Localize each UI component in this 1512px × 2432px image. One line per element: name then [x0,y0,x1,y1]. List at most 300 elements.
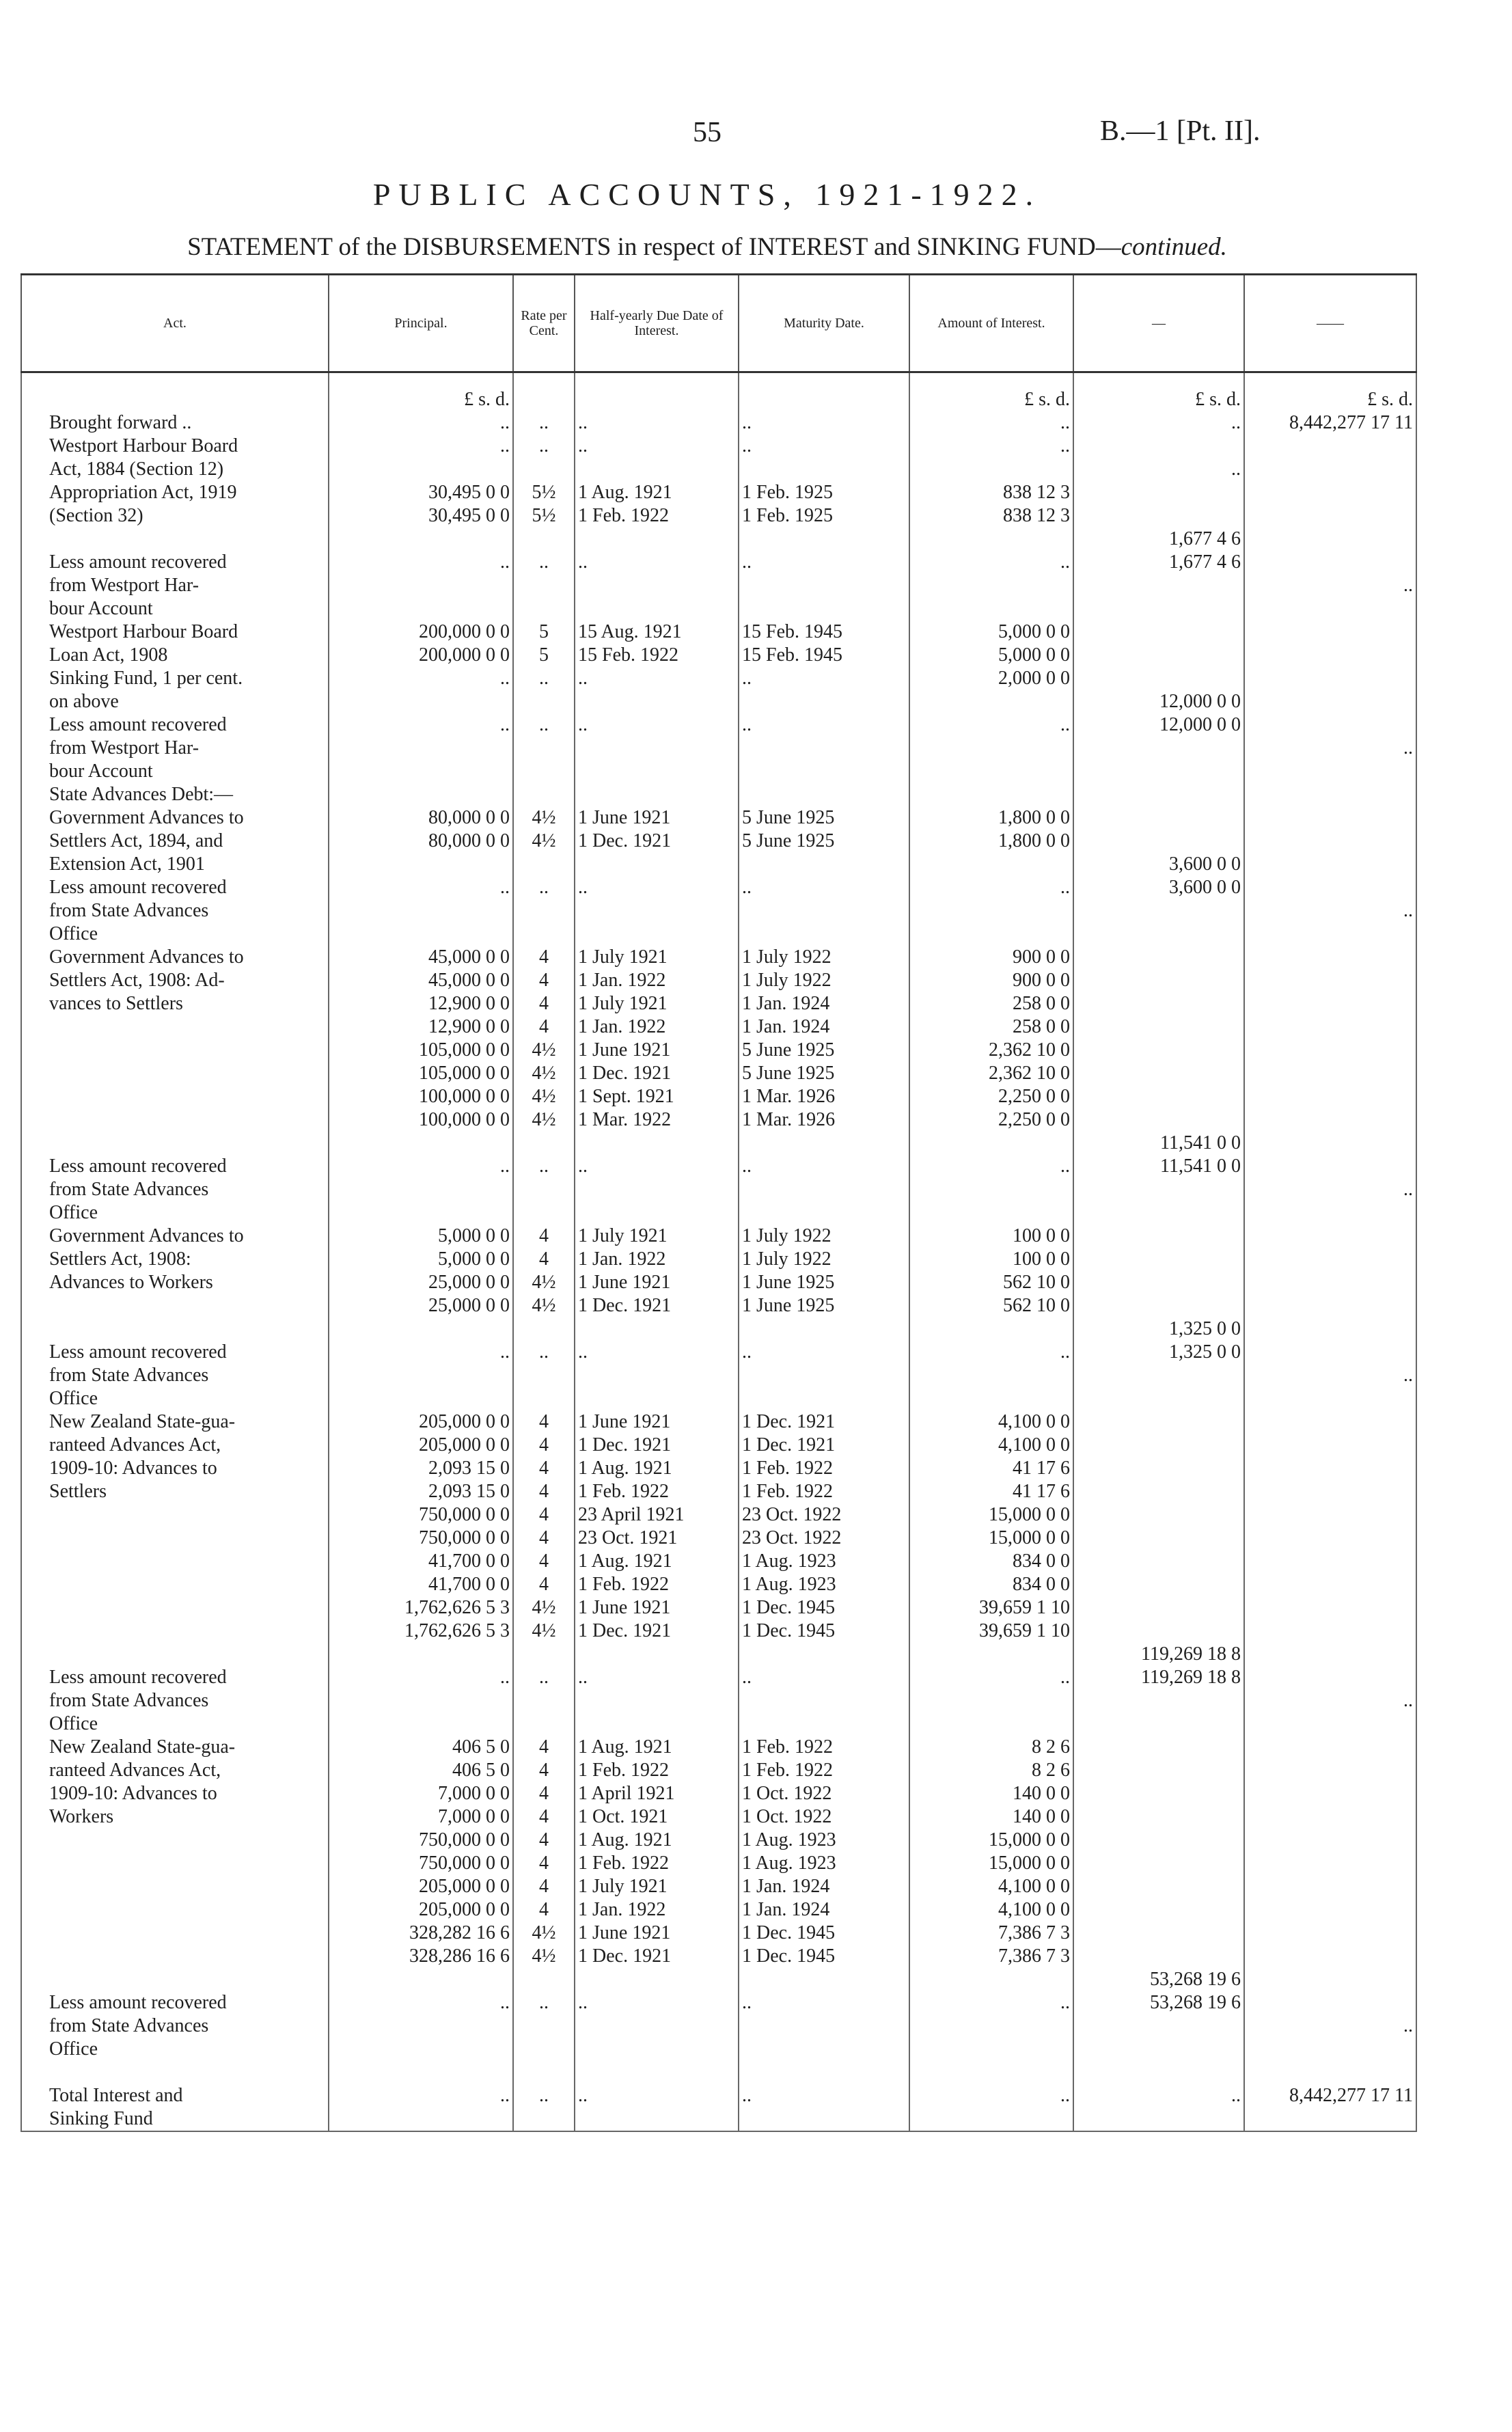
row-due-date [575,713,739,783]
row-act [21,1225,329,1341]
row-due-date-line: 1 Aug. 1921 [578,1736,672,1758]
row-principal-line: 25,000 0 0 [428,1295,510,1316]
row-maturity-date [739,876,909,946]
row-principal-line: .. [500,714,510,735]
row-subtotal-line: 12,000 0 0 [1159,691,1241,712]
header-subtotal: — [1073,275,1244,372]
row-maturity-date-line: .. [742,714,752,735]
row-due-date-line: 1 Jan. 1922 [578,970,666,991]
row-subtotal-line [1077,1527,1241,1550]
table-row [21,806,1416,876]
row-act-line: bour Account [49,761,153,782]
row-total-line: .. [1403,1365,1413,1386]
row-total-line: 8,442,277 17 11 [1289,2085,1413,2106]
row-maturity-date-line: 15 Feb. 1945 [742,644,842,666]
row-amount-line: 838 12 3 [1003,505,1070,526]
table-row [21,1410,1416,1666]
row-amount-line: 8 2 6 [1032,1760,1070,1781]
row-due-date-line: 1 Dec. 1921 [578,830,672,851]
row-principal-line: .. [500,551,510,573]
row-principal [329,946,513,1155]
row-subtotal-line [1077,1875,1241,1898]
row-subtotal [1073,1155,1244,1225]
row-due-date-line: 1 Aug. 1921 [578,482,672,503]
row-total-line: .. [1403,575,1413,596]
row-amount-line: 41 17 6 [1013,1481,1070,1502]
row-rate [513,435,575,551]
row-act-line: Office [49,2038,98,2060]
row-amount-line: 834 0 0 [1013,1574,1070,1595]
row-principal [329,806,513,876]
row-maturity-date-line: 1 Aug. 1923 [742,1574,836,1595]
row-act-line: Less amount recovered [49,551,227,573]
row-act-line: Less amount recovered [49,1341,227,1363]
row-maturity-date [739,783,909,806]
row-act-line: Westport Harbour Board [49,621,238,642]
row-act-line: Office [49,923,98,944]
row-rate-line: 4½ [532,1597,556,1618]
row-subtotal-line: 12,000 0 0 [1159,714,1241,735]
row-total-line [1248,1155,1413,1178]
row-principal [329,411,513,435]
row-amount-line: .. [1060,1667,1070,1688]
row-rate-line: 4½ [532,1109,556,1130]
row-rate-line: 4 [539,1458,549,1479]
row-subtotal-line [1077,1596,1241,1620]
row-subtotal-line: 53,268 19 6 [1150,1969,1241,1990]
row-principal-line: 5,000 0 0 [438,1225,510,1246]
row-rate-line: 4½ [532,1086,556,1107]
row-principal-line: 12,900 0 0 [428,993,510,1014]
row-act-line: Act, 1884 (Section 12) [49,459,224,480]
row-rate-line: .. [539,714,549,735]
row-due-date-line: 1 July 1921 [578,1876,668,1897]
table-row [21,1736,1416,1991]
row-maturity-date [739,2084,909,2131]
row-subtotal-line [1077,1039,1241,1062]
row-principal [329,435,513,551]
row-maturity-date-line: 1 Oct. 1922 [742,1806,832,1827]
row-maturity-date-line: 1 Oct. 1922 [742,1783,832,1804]
row-subtotal-line: .. [1231,459,1241,480]
table-row [21,551,1416,620]
row-maturity-date-line: 1 Dec. 1945 [742,1922,836,1943]
row-total-line: .. [1403,737,1413,759]
row-amount-line: 1,800 0 0 [998,830,1070,851]
row-principal-line: 12,900 0 0 [428,1016,510,1037]
row-act [21,551,329,620]
row-act-line: Less amount recovered [49,1992,227,2013]
row-rate-line: 4 [539,1574,549,1595]
row-due-date-line: .. [578,551,588,573]
row-rate-line: 4 [539,1411,549,1432]
row-amount-line: 100 0 0 [1013,1248,1070,1270]
row-total [1244,1225,1416,1341]
row-maturity-date [739,551,909,620]
row-act-line: Loan Act, 1908 [49,644,168,666]
row-rate [513,1991,575,2084]
row-act-line: from Westport Har- [49,575,200,596]
units-due [575,372,739,412]
row-maturity-date [739,620,909,713]
row-act-line: from State Advances [49,2015,209,2036]
row-maturity-date-line: .. [742,412,752,433]
row-principal-line: 2,093 15 0 [428,1458,510,1479]
row-due-date-line: 1 July 1921 [578,946,668,968]
row-subtotal-line [1077,1015,1241,1039]
row-total [1244,1991,1416,2084]
row-principal-line: 406 5 0 [452,1760,510,1781]
row-total [1244,1410,1416,1666]
row-principal [329,1225,513,1341]
row-total [1244,551,1416,620]
row-rate-line: 4 [539,1899,549,1920]
row-amount-line: 4,100 0 0 [998,1411,1070,1432]
row-maturity-date-line: .. [742,1667,752,1688]
row-due-date-line: 1 Feb. 1922 [578,1853,669,1874]
row-due-date [575,946,739,1155]
row-rate-line: 4½ [532,830,556,851]
row-act-line: Sinking Fund, 1 per cent. [49,668,243,689]
row-principal-line: .. [500,1341,510,1363]
row-amount-line: 834 0 0 [1013,1550,1070,1572]
row-rate-line: 4 [539,970,549,991]
row-maturity-date-line: 1 July 1922 [742,946,831,968]
row-amount-line: 2,250 0 0 [998,1109,1070,1130]
row-maturity-date-line: 1 Aug. 1923 [742,1550,836,1572]
row-maturity-date-line: 1 Feb. 1925 [742,505,833,526]
row-subtotal-line [1077,481,1241,504]
row-rate-line: 4 [539,1016,549,1037]
row-principal-line: 750,000 0 0 [419,1853,510,1874]
row-maturity-date-line [742,458,906,481]
row-maturity-date-line: 1 Aug. 1923 [742,1853,836,1874]
row-total-line [1248,1991,1413,2014]
row-act-line: (Section 32) [49,505,143,526]
row-subtotal [1073,946,1244,1155]
row-act-line: Extension Act, 1901 [49,853,205,875]
row-due-date-line: 1 Aug. 1921 [578,1550,672,1572]
row-amount [909,1410,1073,1666]
row-principal-line: 41,700 0 0 [428,1550,510,1572]
row-maturity-date-line: 5 June 1925 [742,1063,835,1084]
units-subtotal: £ s. d. [1073,372,1244,412]
row-due-date-line: 1 Dec. 1921 [578,1063,672,1084]
row-rate-line: 4 [539,1806,549,1827]
table-row [21,2084,1416,2131]
row-principal [329,1736,513,1991]
row-total [1244,876,1416,946]
row-rate-line: 4 [539,1434,549,1456]
row-maturity-date-line: 1 Jan. 1924 [742,1016,830,1037]
row-amount [909,435,1073,551]
row-principal [329,1410,513,1666]
row-principal-line: .. [500,1667,510,1688]
row-subtotal-line [1077,1805,1241,1829]
row-principal-line: 45,000 0 0 [428,946,510,968]
row-rate-line: 4½ [532,1272,556,1293]
row-total [1244,1666,1416,1736]
row-amount [909,1225,1073,1341]
row-maturity-date-line: 1 July 1922 [742,970,831,991]
row-maturity-date-line: .. [742,2085,752,2106]
row-amount-line: 7,386 7 3 [998,1922,1070,1943]
row-principal-line: .. [500,1992,510,2013]
row-maturity-date-line: 1 Feb. 1922 [742,1760,833,1781]
row-maturity-date-line: 1 Dec. 1921 [742,1411,836,1432]
row-due-date-line: 1 July 1921 [578,1225,668,1246]
row-rate-line: 4½ [532,1945,556,1967]
row-act-line: Government Advances to [49,946,244,968]
row-due-date-line: 15 Aug. 1921 [578,621,682,642]
row-rate-line: .. [539,435,549,456]
row-amount [909,1736,1073,1991]
row-subtotal-line: 11,541 0 0 [1160,1156,1241,1177]
row-amount-line: 2,000 0 0 [998,668,1070,689]
row-rate-line: .. [539,551,549,573]
row-act-line: Less amount recovered [49,877,227,898]
row-rate-line: 4 [539,1527,549,1548]
row-due-date-line: 1 June 1921 [578,1922,671,1943]
row-amount-line: .. [1060,435,1070,456]
row-subtotal-line [1077,1410,1241,1434]
row-rate-line: .. [539,2085,549,2106]
row-principal [329,620,513,713]
row-due-date [575,1736,739,1991]
row-amount-line: 7,386 7 3 [998,1945,1070,1967]
row-act [21,1155,329,1225]
row-total-line [1248,551,1413,574]
row-subtotal [1073,620,1244,713]
row-act-line: from State Advances [49,900,209,921]
row-maturity-date-line: .. [742,551,752,573]
row-maturity-date-line: 1 Jan. 1924 [742,1876,830,1897]
row-maturity-date-line: 1 Jan. 1924 [742,1899,830,1920]
row-due-date-line: .. [578,1341,588,1363]
row-subtotal-line: 119,269 18 8 [1141,1643,1241,1665]
row-rate-line: 4½ [532,1063,556,1084]
row-maturity-date-line: 1 Dec. 1945 [742,1945,836,1967]
row-amount-line: 15,000 0 0 [989,1829,1070,1850]
row-subtotal [1073,806,1244,876]
row-act-line: Total Interest and [49,2085,183,2106]
row-rate-line: 4 [539,1829,549,1850]
row-total-line: .. [1403,1179,1413,1200]
row-due-date-line: 1 Aug. 1921 [578,1829,672,1850]
row-due-date-line: 1 Jan. 1922 [578,1016,666,1037]
row-total [1244,435,1416,551]
document-reference: B.—1 [Pt. II]. [1100,115,1261,147]
row-total-line: .. [1403,2015,1413,2036]
row-due-date [575,783,739,806]
table-row [21,946,1416,1155]
row-total [1244,411,1416,435]
row-act-line: Office [49,1713,98,1734]
row-due-date-line: .. [578,1156,588,1177]
row-rate-line: 4 [539,1876,549,1897]
row-rate [513,1410,575,1666]
units-maturity [739,372,909,412]
header-principal: Principal. [329,275,513,372]
table-row [21,435,1416,551]
row-maturity-date-line: 1 Mar. 1926 [742,1109,836,1130]
row-rate-line: 4½ [532,1620,556,1641]
row-due-date-line: 1 June 1921 [578,1597,671,1618]
row-due-date-line: 1 Jan. 1922 [578,1248,666,1270]
row-maturity-date-line: .. [742,877,752,898]
row-principal-line: .. [500,435,510,456]
row-total-line [1248,713,1413,737]
row-rate-line: 4 [539,993,549,1014]
row-rate-line: 4 [539,1248,549,1270]
row-subtotal-line [1077,504,1241,528]
row-act-line: Settlers Act, 1908: Ad- [49,970,225,991]
row-subtotal [1073,2084,1244,2131]
table-row [21,411,1416,435]
row-subtotal [1073,435,1244,551]
row-maturity-date-line: .. [742,1992,752,2013]
row-maturity-date-line: 5 June 1925 [742,1039,835,1061]
row-principal [329,551,513,620]
row-amount-line: 15,000 0 0 [989,1504,1070,1525]
row-rate-line: 4 [539,946,549,968]
row-principal [329,2084,513,2131]
row-total [1244,1341,1416,1410]
row-due-date-line: 1 Oct. 1921 [578,1806,668,1827]
row-maturity-date-line: 1 June 1925 [742,1272,835,1293]
row-subtotal-line: 1,677 4 6 [1169,528,1241,549]
row-due-date-line: 1 April 1921 [578,1783,675,1804]
row-total [1244,1736,1416,1991]
row-act [21,1410,329,1666]
row-act-line: 1909-10: Advances to [49,1783,217,1804]
row-subtotal-line [1077,1503,1241,1527]
row-rate-line: .. [539,412,549,433]
row-maturity-date-line: .. [742,1341,752,1363]
statement-continued: continued. [1121,233,1227,261]
row-act-line: Less amount recovered [49,1667,227,1688]
row-amount [909,2084,1073,2131]
row-maturity-date-line: 23 Oct. 1922 [742,1504,842,1525]
row-act-line: Workers [49,1806,114,1827]
row-due-date-line: .. [578,412,588,433]
row-rate-line: 5 [539,621,549,642]
table-row [21,713,1416,783]
row-principal-line: .. [500,2085,510,2106]
header-total: —— [1244,275,1416,372]
row-amount-line: 2,250 0 0 [998,1086,1070,1107]
row-total-line [1248,876,1413,899]
row-rate-line: 4 [539,1504,549,1525]
row-amount-line: 5,000 0 0 [998,621,1070,642]
row-total-line: 8,442,277 17 11 [1289,412,1413,433]
row-subtotal-line [1077,969,1241,992]
row-subtotal [1073,551,1244,620]
row-maturity-date-line: 1 Jan. 1924 [742,993,830,1014]
row-total-line: .. [1403,1690,1413,1711]
units-principal: £ s. d. [329,372,513,412]
row-maturity-date [739,435,909,551]
row-principal-line: 2,093 15 0 [428,1481,510,1502]
row-rate-line: .. [539,668,549,689]
row-principal-line: 100,000 0 0 [419,1109,510,1130]
row-act [21,2084,329,2131]
row-maturity-date-line: 1 Feb. 1922 [742,1481,833,1502]
row-rate [513,806,575,876]
row-rate [513,620,575,713]
row-rate-line: 4½ [532,1922,556,1943]
header-act: Act. [21,275,329,372]
row-act-line: on above [49,691,119,712]
row-principal-line: 25,000 0 0 [428,1272,510,1293]
row-rate-line: .. [539,1992,549,2013]
row-act-line: Settlers Act, 1894, and [49,830,223,851]
row-principal-line: 7,000 0 0 [438,1806,510,1827]
row-subtotal-line: 3,600 0 0 [1169,853,1241,875]
row-maturity-date-line: 5 June 1925 [742,807,835,828]
row-principal-line: .. [500,1156,510,1177]
row-act-line: vances to Settlers [49,993,183,1014]
row-rate-line: .. [539,1667,549,1688]
row-rate [513,1666,575,1736]
row-amount [909,1341,1073,1410]
row-maturity-date-line: 1 Feb. 1922 [742,1736,833,1758]
row-act-line: ranteed Advances Act, [49,1434,221,1456]
row-principal-line: 5,000 0 0 [438,1248,510,1270]
row-due-date [575,1410,739,1666]
row-amount-line: 5,000 0 0 [998,644,1070,666]
row-maturity-date-line: 1 July 1922 [742,1225,831,1246]
row-total [1244,620,1416,713]
row-subtotal-line [1077,667,1241,690]
header-rate: Rate per Cent. [513,275,575,372]
row-act-line: Settlers Act, 1908: [49,1248,191,1270]
row-subtotal-line [1077,1248,1241,1271]
row-amount [909,876,1073,946]
row-rate-line: 5½ [532,505,556,526]
row-amount-line: .. [1060,714,1070,735]
row-subtotal-line: 3,600 0 0 [1169,877,1241,898]
table-row [21,620,1416,713]
row-subtotal-line [1077,644,1241,667]
row-amount-line: 838 12 3 [1003,482,1070,503]
row-principal-line: 30,495 0 0 [428,482,510,503]
row-subtotal [1073,783,1244,806]
row-amount-line: 39,659 1 10 [979,1597,1070,1618]
row-due-date [575,435,739,551]
row-act [21,713,329,783]
row-act-line: bour Account [49,598,153,619]
row-act [21,1991,329,2084]
row-maturity-date-line: 1 Feb. 1922 [742,1458,833,1479]
row-subtotal-line [1077,435,1241,458]
header-amount-of-interest: Amount of Interest. [909,275,1073,372]
row-act-line: from State Advances [49,1690,209,1711]
row-principal-line: 7,000 0 0 [438,1783,510,1804]
row-act-line: Office [49,1202,98,1223]
row-maturity-date-line: 1 June 1925 [742,1295,835,1316]
row-principal-line: 205,000 0 0 [419,1876,510,1897]
row-amount [909,1155,1073,1225]
row-act-line: Government Advances to [49,807,244,828]
row-subtotal-line: 1,677 4 6 [1169,551,1241,573]
row-principal-line: .. [500,877,510,898]
row-subtotal-line: .. [1231,2085,1241,2106]
row-due-date-line: 1 Feb. 1922 [578,1481,669,1502]
row-due-date [575,620,739,713]
row-total [1244,1155,1416,1225]
row-subtotal-line [1077,1922,1241,1945]
